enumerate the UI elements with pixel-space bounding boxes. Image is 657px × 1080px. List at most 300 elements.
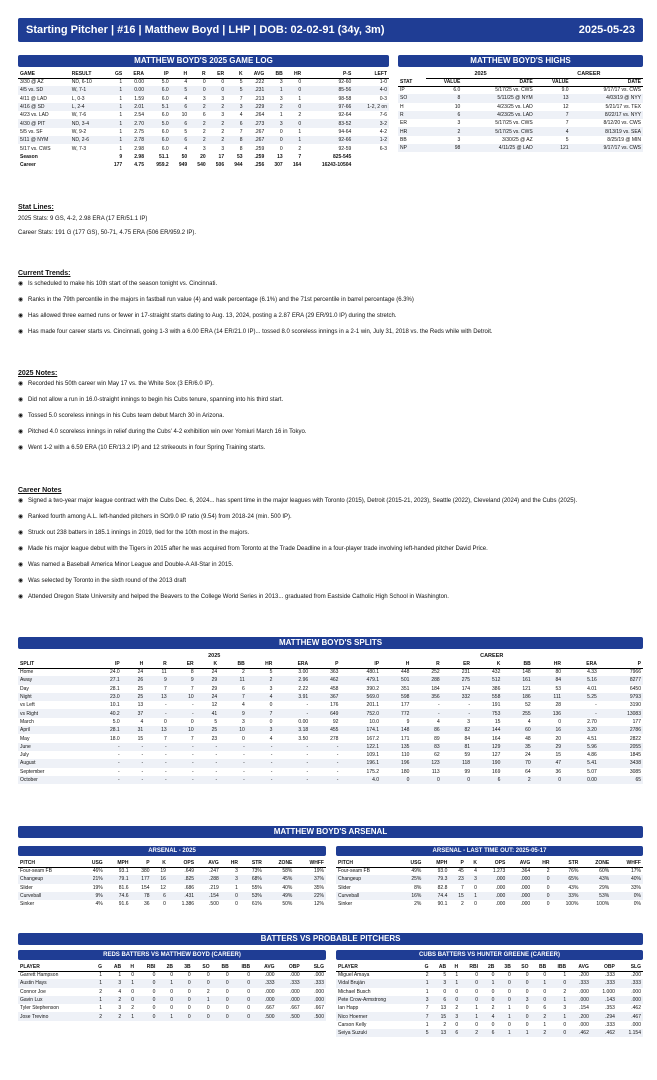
table-cell: 59 [464, 752, 471, 759]
table-row [336, 988, 643, 996]
table-cell: 0 [474, 884, 477, 891]
table-cell: 0 [491, 1021, 495, 1028]
table-cell: 1 [508, 1005, 511, 1012]
table-cell: Home [20, 669, 34, 676]
table-cell: 2 [425, 972, 429, 979]
table-cell: 8/13/19 vs. SEA [571, 127, 643, 135]
list-item-text: Made his major league debut with the Tigers in 2015 after he was acquired from Toronto at the Trade Deadline in a four-player trade involving left-handed pitcher David Price. [28, 546, 488, 552]
table-cell: 33% [552, 892, 581, 900]
table-cell: 0 [189, 86, 207, 94]
table-cell: July [20, 752, 29, 759]
stat-lines-section [18, 204, 643, 243]
table-row [336, 996, 643, 1004]
table-cell: June [18, 743, 88, 751]
column-header: BB [502, 660, 532, 668]
table-cell: 1 [425, 1021, 429, 1028]
table-cell: 2 [531, 1029, 549, 1037]
table-row [18, 144, 389, 152]
table-cell: 1 [548, 1012, 568, 1020]
table-cell: 1 [543, 1021, 547, 1028]
table-cell: 0 [231, 996, 252, 1004]
list-item [18, 413, 643, 420]
table-cell: 15 [555, 752, 562, 759]
table-cell: 2.01 [124, 103, 146, 111]
table-cell: .333 [277, 979, 302, 987]
highs-title: MATTHEW BOYD'S HIGHS [398, 55, 643, 67]
table-cell: 6 [426, 111, 462, 119]
table-cell: 7966 [629, 669, 641, 676]
table-row [18, 988, 326, 996]
table-row [18, 726, 643, 734]
table-cell: 49% [411, 868, 422, 875]
table-cell: 161 [502, 676, 532, 684]
table-cell: 21% [79, 875, 104, 883]
table-cell: 0 [193, 1012, 212, 1020]
table-cell: 6 [171, 119, 189, 127]
table-cell: 2 [266, 103, 284, 111]
table-cell: - [118, 768, 120, 775]
table-cell: - [215, 768, 218, 775]
table-cell: 2 [99, 988, 103, 995]
table-cell: 50 [181, 153, 188, 160]
stat-lines-heading: Stat Lines: [18, 204, 54, 211]
column-header: IP [146, 70, 171, 78]
table-cell: 5/17 vs. CWS [20, 145, 51, 152]
table-cell: W, 7-6 [71, 112, 87, 119]
table-cell: .500 [252, 1012, 277, 1020]
table-cell: Vidal Bruján [336, 979, 418, 987]
table-cell: 118 [442, 759, 472, 767]
column-header: ZONE [264, 859, 295, 867]
table-cell: 2 [247, 676, 275, 684]
table-cell: 1 [123, 979, 136, 987]
table-cell: 1 [466, 892, 479, 900]
table-cell: 148 [381, 726, 411, 734]
table-cell: 82.8 [437, 884, 448, 891]
table-cell: .364 [520, 868, 531, 875]
table-cell: 1 [106, 136, 124, 144]
table-cell: 4-0 [353, 86, 389, 94]
table-cell: - [165, 768, 167, 775]
table-cell: 0 [548, 1029, 568, 1037]
table-cell: 255 [502, 709, 532, 717]
table-cell: 4 [184, 145, 188, 152]
table-cell: 6 [171, 103, 189, 111]
table-cell: .000 [568, 996, 591, 1004]
column-header: BB [266, 70, 284, 78]
table-cell: - [191, 768, 194, 775]
table-cell: Day [20, 685, 29, 692]
table-cell: 3 [226, 103, 244, 111]
table-cell: 3.00 [298, 669, 309, 676]
column-header: STAT [398, 78, 426, 86]
list-item-text: Was named a Baseball America Minor League and Double-A All-Star in 2015. [28, 562, 234, 568]
table-cell: - [243, 752, 245, 759]
list-item-text: Tossed 5.0 scoreless innings in his Cubs team debut March 30 in Arizona. [28, 413, 225, 419]
table-cell: 9% [79, 892, 104, 900]
table-cell: .000 [617, 996, 643, 1004]
table-cell: 5.16 [563, 676, 599, 684]
table-cell: 2 [460, 1029, 480, 1037]
table-cell: 1 [418, 979, 430, 987]
table-row [336, 867, 643, 875]
reds-batters-title: REDS BATTERS VS MATTHEW BOYD (CAREER) [18, 950, 326, 960]
table-cell: 0 [208, 86, 226, 94]
table-cell: 1 [119, 95, 123, 102]
table-cell: Changeup [336, 875, 398, 883]
column-header: 2B [480, 963, 496, 971]
table-cell: 109.1 [366, 752, 380, 759]
table-cell: 0 [443, 988, 447, 995]
table-row [18, 743, 643, 751]
table-cell: .000 [314, 972, 324, 979]
table-cell: .686 [184, 884, 195, 891]
table-cell: 1 [91, 979, 104, 987]
table-cell: - [196, 759, 220, 767]
table-cell: 18.0 [109, 735, 120, 742]
column-header: ERA [124, 70, 146, 78]
table-cell: 3.50 [298, 735, 309, 742]
table-row [18, 875, 326, 883]
table-cell: - [88, 759, 122, 767]
game-log-section [18, 55, 389, 169]
table-cell: 2 [189, 103, 207, 111]
table-cell: 201.1 [366, 702, 380, 709]
table-cell: 12 [160, 884, 166, 891]
table-cell: 3 [467, 718, 471, 725]
table-cell: 9 [169, 676, 196, 684]
table-cell: .200 [568, 1012, 591, 1020]
batters-title: BATTERS VS PROBABLE PITCHERS [18, 933, 643, 945]
table-cell: .154 [579, 1005, 589, 1012]
list-item [18, 281, 643, 288]
table-cell: 825-545 [332, 153, 352, 160]
table-cell: 92-66 [303, 136, 353, 144]
table-cell: 0 [513, 1012, 531, 1020]
table-cell: 0 [187, 972, 191, 979]
table-cell: 28.1 [88, 726, 122, 734]
table-cell: 8 [426, 94, 462, 102]
table-cell: .231 [245, 86, 267, 94]
column-header: IP [88, 660, 122, 668]
table-cell: 36 [144, 901, 150, 908]
table-cell: 3190 [629, 702, 641, 709]
table-cell: 15 [137, 735, 144, 742]
table-cell: 0 [157, 996, 175, 1004]
table-cell: 48 [525, 735, 531, 742]
column-header: GAME [18, 70, 70, 78]
column-header: P [310, 660, 340, 668]
table-cell: 5/5 vs. SF [20, 128, 43, 135]
table-cell: Gavin Lux [18, 996, 91, 1004]
table-cell: 28 [555, 702, 562, 709]
column-header: MPH [423, 859, 449, 867]
table-cell: 3 [202, 95, 206, 102]
table-cell: 4/11 @ LAD [20, 95, 47, 102]
table-cell: NP [398, 144, 426, 152]
table-cell: 167.2 [366, 735, 380, 742]
table-cell: .000 [264, 988, 275, 995]
list-item [18, 594, 643, 601]
table-cell: 110 [401, 752, 410, 759]
table-cell: 6-3 [379, 145, 387, 152]
table-cell: 4.75 [134, 162, 144, 169]
career-notes-section [18, 487, 643, 610]
table-row [18, 867, 326, 875]
table-cell: 0 [221, 892, 240, 900]
table-cell: Tyler Stephenson [20, 1005, 59, 1012]
table-cell: - [336, 768, 339, 775]
table-cell: .000 [579, 1021, 589, 1028]
table-cell: Curveball [336, 892, 398, 900]
table-cell: .825 [168, 875, 196, 883]
table-cell: .000 [289, 972, 300, 979]
table-cell: 479.1 [340, 676, 381, 684]
table-cell: 2 [208, 103, 226, 111]
table-cell: Seiya Suzuki [336, 1029, 418, 1037]
table-cell: 5.1 [146, 103, 171, 111]
table-cell: 20 [555, 735, 562, 742]
table-cell: 2.70 [124, 119, 146, 127]
table-cell: Miguel Amaya [338, 972, 370, 979]
table-cell: 4% [95, 901, 103, 908]
column-header: PITCH [18, 859, 79, 867]
table-cell: Four-seam FB [20, 868, 52, 875]
table-cell: 49% [264, 892, 295, 900]
table-cell: 0 [212, 979, 231, 987]
table-cell: .667 [264, 1005, 275, 1012]
table-cell: 1 [119, 145, 123, 152]
table-row [18, 996, 326, 1004]
table-cell: 6.0 [453, 87, 461, 94]
table-cell: 0 [136, 979, 157, 987]
bullet-icon: ◉ [18, 514, 24, 520]
table-cell: 0 [225, 972, 229, 979]
table-row [18, 751, 643, 759]
table-cell: 122.1 [340, 743, 381, 751]
table-cell: 8 [226, 136, 244, 144]
table-cell: 26 [122, 676, 146, 684]
career-notes-heading: Career Notes [18, 487, 62, 494]
column-header: BB [212, 963, 231, 971]
table-cell: .229 [245, 103, 267, 111]
table-cell: 0 [193, 979, 212, 987]
bullet-icon: ◉ [18, 429, 24, 435]
table-cell: .000 [507, 875, 532, 883]
table-cell: 7 [163, 735, 167, 742]
table-row [18, 78, 389, 86]
table-cell: 0 [221, 79, 225, 86]
table-cell: IP [400, 87, 405, 94]
table-cell: - [442, 709, 472, 717]
table-cell: 4.33 [587, 669, 597, 676]
table-cell: 4 [535, 127, 571, 135]
list-item-text: Ranked fourth among A.L. left-handed pitchers in SO/9.0 IP ratio (9.54) from 2018-24 (min. 500 IP). [28, 514, 292, 520]
table-row [336, 892, 643, 900]
table-cell: 2 [104, 1012, 123, 1020]
table-cell: .200 [631, 972, 641, 979]
column-header: WHFF [294, 859, 326, 867]
table-cell: 4 [480, 1012, 496, 1020]
table-cell: 9 [145, 676, 169, 684]
table-cell: 29 [211, 685, 218, 692]
table-cell: Garrett Hampson [20, 972, 59, 979]
table-cell: 3 [221, 112, 225, 119]
table-cell: - [247, 759, 275, 767]
table-cell: 2.22 [298, 685, 309, 692]
table-cell: 3/30 @ AZ [20, 79, 44, 86]
table-cell: - [468, 702, 471, 709]
table-cell: 135 [381, 743, 411, 751]
table-cell: 6.0 [161, 128, 169, 135]
table-cell: 3 [563, 1005, 567, 1012]
table-cell: 1 [455, 972, 459, 979]
list-item [18, 445, 643, 452]
table-cell: 307 [274, 162, 283, 169]
table-cell: 0 [212, 1012, 231, 1020]
table-row [336, 971, 643, 979]
list-item [18, 562, 643, 569]
table-cell: 9 [406, 718, 410, 725]
table-row [18, 119, 389, 127]
table-cell: 1.154 [617, 1029, 643, 1037]
table-cell: ND, 3-4 [70, 119, 106, 127]
table-cell: 0 [508, 1021, 511, 1028]
table-cell: 3/30/25 @ AZ [502, 136, 533, 143]
column-header: OPS [479, 859, 507, 867]
table-cell: 0 [525, 1021, 529, 1028]
table-cell: .219 [209, 884, 219, 891]
table-cell: 390.2 [366, 685, 380, 692]
table-cell: - [118, 752, 120, 759]
table-cell: 92 [332, 718, 339, 725]
table-cell: 949 [178, 162, 188, 169]
table-cell: 5 [184, 128, 188, 135]
table-cell: 1 [285, 136, 303, 144]
table-cell: - [88, 743, 122, 751]
column-header: GS [106, 70, 124, 78]
table-cell: 16243-10504 [321, 162, 352, 169]
table-cell: 4/23/25 vs. LAD [497, 103, 533, 110]
table-cell: 65% [552, 875, 581, 883]
list-item [18, 313, 643, 320]
table-cell: 4 [436, 718, 440, 725]
bullet-icon: ◉ [18, 297, 24, 303]
table-cell: 0 [225, 1005, 229, 1012]
table-cell: 0 [532, 875, 551, 883]
table-cell: 92-59 [338, 145, 352, 152]
table-cell: 70 [502, 759, 532, 767]
table-cell: 0 [231, 1012, 252, 1020]
table-cell: 6.0 [161, 145, 169, 152]
table-cell: 0 [152, 988, 156, 995]
table-cell: 2 [91, 1012, 104, 1020]
column-header: 3B [496, 963, 512, 971]
table-cell: - [274, 743, 310, 751]
table-cell: 1 [298, 95, 302, 102]
table-cell: Nico Hoerner [336, 1012, 418, 1020]
table-cell: 3 [104, 979, 123, 987]
table-cell: May [20, 735, 30, 742]
table-cell: 2055 [599, 743, 643, 751]
column-header: BB [531, 963, 549, 971]
table-cell: .259 [254, 145, 265, 152]
bullet-icon: ◉ [18, 445, 24, 451]
table-cell: 40% [611, 875, 643, 883]
column-header: K [226, 70, 244, 78]
player-banner [18, 18, 643, 42]
table-cell: 7 [163, 685, 167, 692]
table-cell: - [196, 743, 220, 751]
table-cell: 82 [442, 726, 472, 734]
table-cell: 1.386 [181, 901, 195, 908]
table-cell: 0 [531, 996, 549, 1004]
table-row [18, 900, 326, 908]
arsenal-2025 [18, 846, 326, 908]
table-cell: 8/22/17 vs. NYY [571, 111, 643, 119]
table-cell: 60% [599, 868, 610, 875]
column-header: OPS [168, 859, 196, 867]
table-cell: Changeup [18, 875, 79, 883]
table-cell: 5 [269, 669, 273, 676]
table-cell: 0 [558, 718, 562, 725]
table-cell: 2.98 [134, 145, 144, 152]
table-cell: 1.273 [492, 868, 506, 875]
table-cell: 8277 [599, 676, 643, 684]
column-header: RBI [460, 963, 480, 971]
table-cell: .353 [605, 1005, 615, 1012]
table-cell: 16 [152, 875, 168, 883]
table-cell: 10 [454, 103, 461, 110]
table-cell: .667 [314, 1005, 324, 1012]
table-cell: 0 [247, 1005, 251, 1012]
table-cell: 61% [251, 901, 262, 908]
table-cell: 0 [532, 892, 551, 900]
table-cell: .000 [302, 996, 326, 1004]
table-cell: 1 [425, 988, 429, 995]
cubs-batters-title: CUBS BATTERS VS HUNTER GREENE (CAREER) [336, 950, 643, 960]
table-cell: 0 [136, 1012, 157, 1020]
list-item [18, 546, 643, 553]
column-header: AVG [568, 963, 591, 971]
list-item-text: Ranks in the 79th percentile in the majors in fastball run value (4) and walk percentage (6.1%) and the 71st percentile in barrel percentage (6.3%) [28, 297, 414, 303]
table-cell: 37% [294, 875, 326, 883]
table-cell: 121 [522, 685, 531, 692]
table-cell: L, 2-4 [70, 103, 106, 111]
table-cell: 1 [99, 972, 103, 979]
arsenal-last-title: ARSENAL - LAST TIME OUT: 2025-05-17 [336, 846, 643, 856]
table-cell: 174 [461, 685, 471, 692]
table-cell: .333 [302, 979, 326, 987]
table-cell: 16% [398, 892, 424, 900]
column-header: LEFT [353, 70, 389, 78]
splits-table [18, 652, 643, 784]
column-header: IP [340, 660, 381, 668]
table-row [18, 111, 389, 119]
table-cell: 0 [543, 988, 547, 995]
table-cell: .462 [631, 1005, 641, 1012]
table-cell: 4.01 [587, 685, 597, 692]
list-item-text: Is scheduled to make his 10th start of the season tonight vs. Cincinnati. [28, 281, 218, 287]
table-cell: .333 [605, 1021, 615, 1028]
table-cell: 0 [411, 776, 441, 784]
table-cell: 4 [184, 95, 188, 102]
table-cell: 6 [226, 119, 244, 127]
table-row [336, 875, 643, 883]
table-cell: 2 [531, 1012, 549, 1020]
table-cell [353, 153, 389, 161]
notes-2025-heading: 2025 Notes: [18, 370, 58, 377]
